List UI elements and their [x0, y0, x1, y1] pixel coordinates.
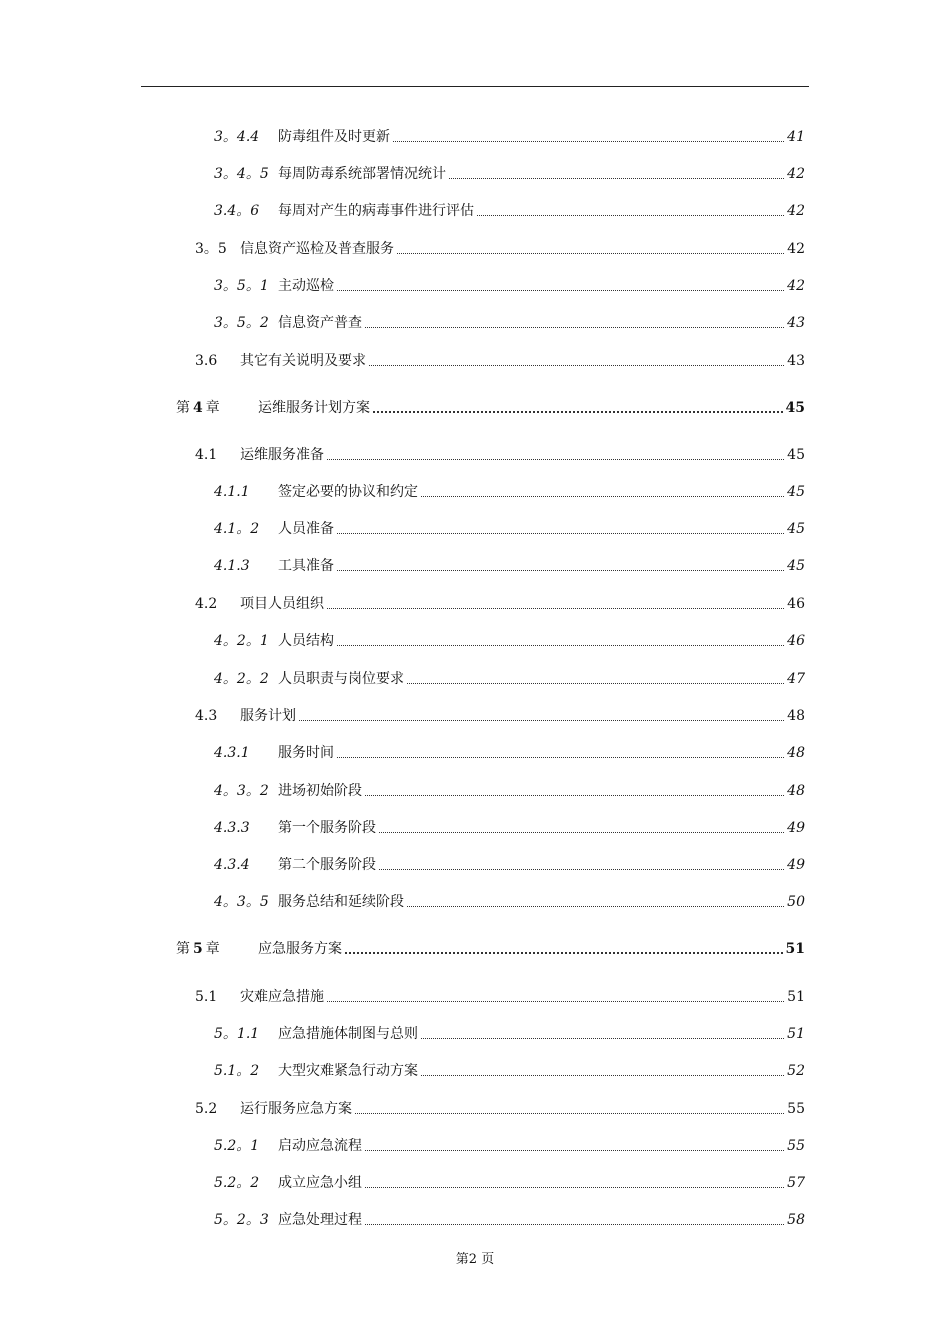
chapter-prefix: 第 — [176, 941, 190, 957]
toc-entry-title: 项目人员组织 — [240, 596, 324, 612]
toc-entry[interactable] — [176, 395, 805, 417]
dot-leader — [337, 645, 784, 646]
toc-entry-number: 3。4。5 — [214, 166, 269, 182]
toc-entry-title: 主动巡检 — [278, 278, 334, 294]
toc-entry-page: 57 — [787, 1175, 805, 1191]
dot-leader — [407, 906, 784, 907]
toc-entry-number: 5.2 — [195, 1101, 218, 1117]
toc-entry-page: 42 — [787, 166, 805, 182]
toc-entry-number: 3.4。6 — [214, 203, 260, 219]
toc-entry-number: 3。5。1 — [214, 278, 269, 294]
toc-entry-page: 55 — [787, 1138, 805, 1154]
toc-entry-title: 运行服务应急方案 — [240, 1101, 352, 1117]
dot-leader — [327, 1001, 784, 1002]
toc-entry-number: 4.3 — [195, 708, 218, 724]
toc-entry-number: 4.1.1 — [214, 484, 250, 500]
toc-entry-title: 人员职责与岗位要求 — [278, 671, 404, 687]
toc-entry-number — [176, 399, 258, 417]
toc-entry[interactable] — [214, 628, 805, 650]
toc-entry-number: 3。4.4 — [214, 129, 260, 145]
toc-entry-page: 45 — [787, 447, 805, 463]
toc-entry-number: 5.1。2 — [214, 1063, 260, 1079]
toc-entry-number: 3。5。2 — [214, 315, 269, 331]
dot-leader — [373, 411, 783, 413]
toc-entry-number: 5。1.1 — [214, 1026, 260, 1042]
dot-leader — [337, 570, 784, 571]
toc-entry-page: 49 — [787, 857, 805, 873]
dot-leader — [337, 757, 784, 758]
toc-entry[interactable] — [195, 348, 805, 370]
toc-entry[interactable] — [214, 889, 805, 911]
toc-entry-page: 45 — [787, 484, 805, 500]
toc-entry[interactable] — [214, 1058, 805, 1080]
dot-leader — [393, 141, 784, 142]
toc-entry-title: 第一个服务阶段 — [278, 820, 376, 836]
toc-entry-number: 4。3。5 — [214, 894, 269, 910]
dot-leader — [421, 496, 784, 497]
toc-entry-title: 每周防毒系统部署情况统计 — [278, 166, 446, 182]
dot-leader — [327, 459, 784, 460]
toc-entry-title: 服务计划 — [240, 708, 296, 724]
toc-entry-page: 45 — [787, 521, 805, 537]
toc-entry-title: 人员结构 — [278, 633, 334, 649]
toc-entry-page: 48 — [787, 783, 805, 799]
toc-entry-page: 51 — [787, 1026, 805, 1042]
toc-entry[interactable] — [214, 740, 805, 762]
toc-entry-page: 47 — [787, 671, 805, 687]
toc-entry[interactable] — [214, 553, 805, 575]
toc-entry[interactable] — [214, 1170, 805, 1192]
toc-entry[interactable] — [214, 815, 805, 837]
toc-entry-page: 42 — [787, 241, 805, 257]
toc-entry[interactable] — [195, 984, 805, 1006]
dot-leader — [299, 720, 784, 721]
toc-entry-number: 3。5 — [195, 241, 227, 257]
toc-entry[interactable] — [214, 198, 805, 220]
toc-entry-page: 52 — [787, 1063, 805, 1079]
toc-entry-title: 人员准备 — [278, 521, 334, 537]
toc-entry-title: 信息资产普查 — [278, 315, 362, 331]
toc-entry-number: 3.6 — [195, 353, 218, 369]
chapter-number: 4 — [193, 400, 203, 416]
dot-leader — [397, 253, 784, 254]
toc-entry-title: 启动应急流程 — [278, 1138, 362, 1154]
dot-leader — [407, 683, 784, 684]
toc-entry-page: 43 — [787, 315, 805, 331]
toc-entry-number: 4。3。2 — [214, 783, 269, 799]
toc-entry-page: 42 — [787, 203, 805, 219]
toc-entry-title: 信息资产巡检及普查服务 — [240, 241, 394, 257]
dot-leader — [449, 178, 784, 179]
toc-entry-title: 运维服务计划方案 — [258, 400, 370, 416]
toc-entry-page: 41 — [787, 129, 805, 145]
toc-entry-page: 48 — [787, 708, 805, 724]
toc-entry[interactable] — [214, 852, 805, 874]
toc-entry-page: 48 — [787, 745, 805, 761]
dot-leader — [477, 215, 784, 216]
toc-entry-number: 4.2 — [195, 596, 218, 612]
dot-leader — [365, 1224, 784, 1225]
dot-leader — [365, 1150, 784, 1151]
dot-leader — [365, 327, 784, 328]
dot-leader — [365, 1187, 784, 1188]
toc-entry-number: 4.1.3 — [214, 558, 250, 574]
toc-entry-number: 4。2。2 — [214, 671, 269, 687]
toc-entry[interactable] — [214, 516, 805, 538]
page-footer: 第2 页 — [455, 1252, 495, 1267]
toc-entry[interactable] — [195, 1096, 805, 1118]
toc-entry-number: 4.3.3 — [214, 820, 250, 836]
toc-entry[interactable] — [214, 124, 805, 146]
toc-entry[interactable] — [195, 442, 805, 464]
toc-entry-page: 43 — [787, 353, 805, 369]
dot-leader — [421, 1038, 784, 1039]
toc-entry[interactable] — [214, 1207, 805, 1229]
toc-entry-page: 58 — [787, 1212, 805, 1228]
toc-entry[interactable] — [214, 666, 805, 688]
toc-entry-page: 45 — [785, 400, 805, 416]
chapter-suffix: 章 — [205, 941, 220, 957]
toc-entry-page: 55 — [787, 1101, 805, 1117]
toc-entry[interactable] — [214, 1021, 805, 1043]
chapter-suffix: 章 — [205, 400, 220, 416]
dot-leader — [369, 365, 784, 366]
toc-entry[interactable] — [195, 236, 805, 258]
toc-entry-page: 45 — [787, 558, 805, 574]
toc-entry-page: 46 — [787, 596, 805, 612]
toc-entry-title: 签定必要的协议和约定 — [278, 484, 418, 500]
dot-leader — [355, 1113, 784, 1114]
toc-entry[interactable] — [214, 778, 805, 800]
toc-entry-title: 服务时间 — [278, 745, 334, 761]
toc-entry[interactable] — [214, 273, 805, 295]
dot-leader — [327, 608, 784, 609]
toc-entry[interactable] — [214, 1133, 805, 1155]
toc-entry-title: 应急处理过程 — [278, 1212, 362, 1228]
toc-entry-number — [176, 940, 258, 958]
toc-entry-number: 4。2。1 — [214, 633, 269, 649]
chapter-number: 5 — [193, 941, 203, 957]
toc-entry[interactable] — [195, 703, 805, 725]
toc-entry-title: 应急措施体制图与总则 — [278, 1026, 418, 1042]
toc-entry-title: 其它有关说明及要求 — [240, 353, 366, 369]
toc-entry-page: 46 — [787, 633, 805, 649]
dot-leader — [337, 290, 784, 291]
toc-entry-number: 5。2。3 — [214, 1212, 269, 1228]
toc-entry-title: 灾难应急措施 — [240, 989, 324, 1005]
toc-entry-title: 应急服务方案 — [258, 941, 342, 957]
toc-entry-number: 5.2。1 — [214, 1138, 260, 1154]
toc-entry[interactable] — [195, 591, 805, 613]
toc-entry-number: 5.2。2 — [214, 1175, 260, 1191]
toc-entry[interactable] — [176, 936, 805, 958]
toc-entry-title: 服务总结和延续阶段 — [278, 894, 404, 910]
dot-leader — [337, 533, 784, 534]
toc-entry-page: 51 — [787, 989, 805, 1005]
toc-entry-title: 进场初始阶段 — [278, 783, 362, 799]
dot-leader — [365, 795, 784, 796]
toc-entry[interactable] — [214, 310, 805, 332]
toc-entry-number: 4.1 — [195, 447, 218, 463]
toc-entry-page: 50 — [787, 894, 805, 910]
dot-leader — [345, 952, 783, 954]
header-rule — [141, 86, 809, 87]
toc-entry-title: 运维服务准备 — [240, 447, 324, 463]
dot-leader — [379, 869, 784, 870]
toc-entry-page: 51 — [785, 941, 805, 957]
toc-entry-page: 42 — [787, 278, 805, 294]
toc-entry-number: 5.1 — [195, 989, 218, 1005]
toc-entry-title: 工具准备 — [278, 558, 334, 574]
toc-entry-title: 成立应急小组 — [278, 1175, 362, 1191]
toc-entry-title: 第二个服务阶段 — [278, 857, 376, 873]
toc-entry-title: 防毒组件及时更新 — [278, 129, 390, 145]
toc-entry-number: 4.3.4 — [214, 857, 250, 873]
toc-entry[interactable] — [214, 479, 805, 501]
toc-entry-title: 大型灾难紧急行动方案 — [278, 1063, 418, 1079]
dot-leader — [379, 832, 784, 833]
toc-entry-number: 4.3.1 — [214, 745, 250, 761]
chapter-prefix: 第 — [176, 400, 190, 416]
toc-entry-page: 49 — [787, 820, 805, 836]
toc-entry-number: 4.1。2 — [214, 521, 260, 537]
toc-entry[interactable] — [214, 161, 805, 183]
toc-entry-title: 每周对产生的病毒事件进行评估 — [278, 203, 474, 219]
dot-leader — [421, 1075, 784, 1076]
